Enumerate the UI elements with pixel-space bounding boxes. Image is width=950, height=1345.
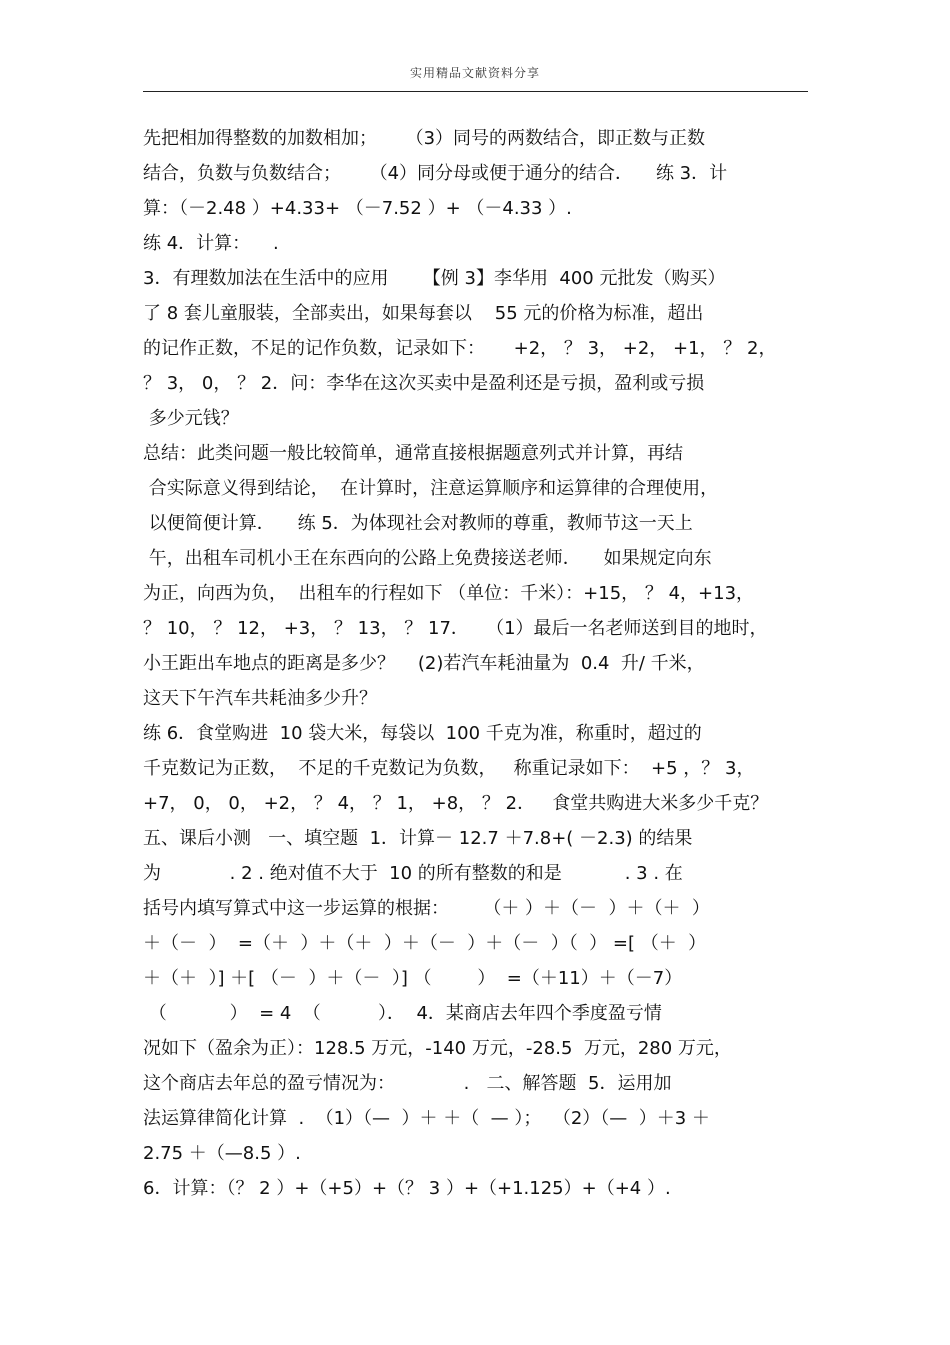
text-line: 练 6．食堂购进 10 袋大米，每袋以 100 千克为准，称重时，超过的 (143, 723, 702, 744)
text-line: 6．计算：（？ 2 ）+（+5）+（？ 3 ）+（+1.125）+（+4 ）. (143, 1178, 671, 1199)
text-line: 为 . 2 . 绝对值不大于 10 的所有整数的和是 . 3 . 在 (143, 863, 683, 884)
text-line: 午，出租车司机小王在东西向的公路上免费接送老师． 如果规定向东 (143, 548, 712, 569)
text-line: 先把相加得整数的加数相加； （3）同号的两数结合，即正数与正数 (143, 128, 706, 149)
document-body (143, 121, 813, 1206)
text-line: 2.75 ＋（—8.5 ）. (143, 1143, 301, 1164)
text-line: +7， 0， 0， +2， ？ 4， ？ 1， +8， ？ 2． 食堂共购进大米多少千克？ (143, 793, 769, 814)
header-divider (143, 91, 808, 92)
text-line: 五、课后小测 一、填空题 1．计算－ 12.7 ＋7.8+( －2.3) 的结果 (143, 828, 693, 849)
text-line: 练 4．计算： . (143, 233, 279, 254)
text-line: 况如下（盈余为正）：128.5 万元，-140 万元，-28.5 万元，280 万元， (143, 1038, 732, 1059)
text-line: 小王距出车地点的距离是多少？ (2)若汽车耗油量为 0.4 升/ 千米， (143, 653, 705, 674)
text-line: 总结：此类问题一般比较简单，通常直接根据题意列式并计算，再结 (143, 443, 683, 464)
text-line: ？ 3， 0， ？ 2．问：李华在这次买卖中是盈利还是亏损，盈利或亏损 (143, 373, 705, 394)
text-line: 以便简便计算． 练 5．为体现社会对教师的尊重，教师节这一天上 (143, 513, 693, 534)
page-header: 实用精品文献资料分享 (409, 66, 540, 80)
text-line: 多少元钱？ (143, 408, 239, 429)
text-line: 算：（－2.48 ）+4.33+ （－7.52 ）+ （－4.33 ）. (143, 198, 572, 219)
text-line: 千克数记为正数， 不足的千克数记为负数， 称重记录如下： +5 ，？ 3， (143, 758, 755, 779)
text-line: 法运算律简化计算 . （1）（— ）＋ ＋（ — ）； （2）（— ）＋3 ＋ (143, 1108, 710, 1129)
text-line: 为正，向西为负， 出租车的行程如下 （单位：千米）：+15， ？ 4，+13， (143, 583, 755, 604)
text-line: 这天下午汽车共耗油多少升？ (143, 688, 377, 709)
text-line: 了 8 套儿童服装，全部卖出，如果每套以 55 元的价格为标准，超出 (143, 303, 704, 324)
text-line: 的记作正数，不足的记作负数，记录如下： +2， ？ 3， +2， +1， ？ 2， (143, 338, 777, 359)
text-line: 合实际意义得到结论， 在计算时，注意运算顺序和运算律的合理使用， (143, 478, 719, 499)
text-line: 3．有理数加法在生活中的应用 【例 3】李华用 400 元批发（购买） (143, 268, 726, 289)
text-line: 括号内填写算式中这一步运算的根据： （＋ ）＋（－ ）＋（＋ ） (143, 898, 710, 919)
text-line: ＋（－ ） =（＋ ）＋（＋ ）＋（－ ）＋（－ ）（ ） =[ （＋ ） (143, 933, 707, 954)
text-line: ＋（＋ ）] ＋[ （－ ）＋（－ ）] （ ） =（＋11）＋（－7） (143, 968, 683, 989)
text-line: 这个商店去年总的盈亏情况为： . 二、解答题 5．运用加 (143, 1073, 672, 1094)
text-line: 结合，负数与负数结合； （4）同分母或便于通分的结合． 练 3．计 (143, 163, 728, 184)
text-line: ？ 10， ？ 12， +3， ？ 13， ？ 17． （1）最后一名老师送到目的地时， (143, 618, 768, 639)
text-line: （ ） = 4 （ ）． 4．某商店去年四个季度盈亏情 (143, 1003, 662, 1024)
